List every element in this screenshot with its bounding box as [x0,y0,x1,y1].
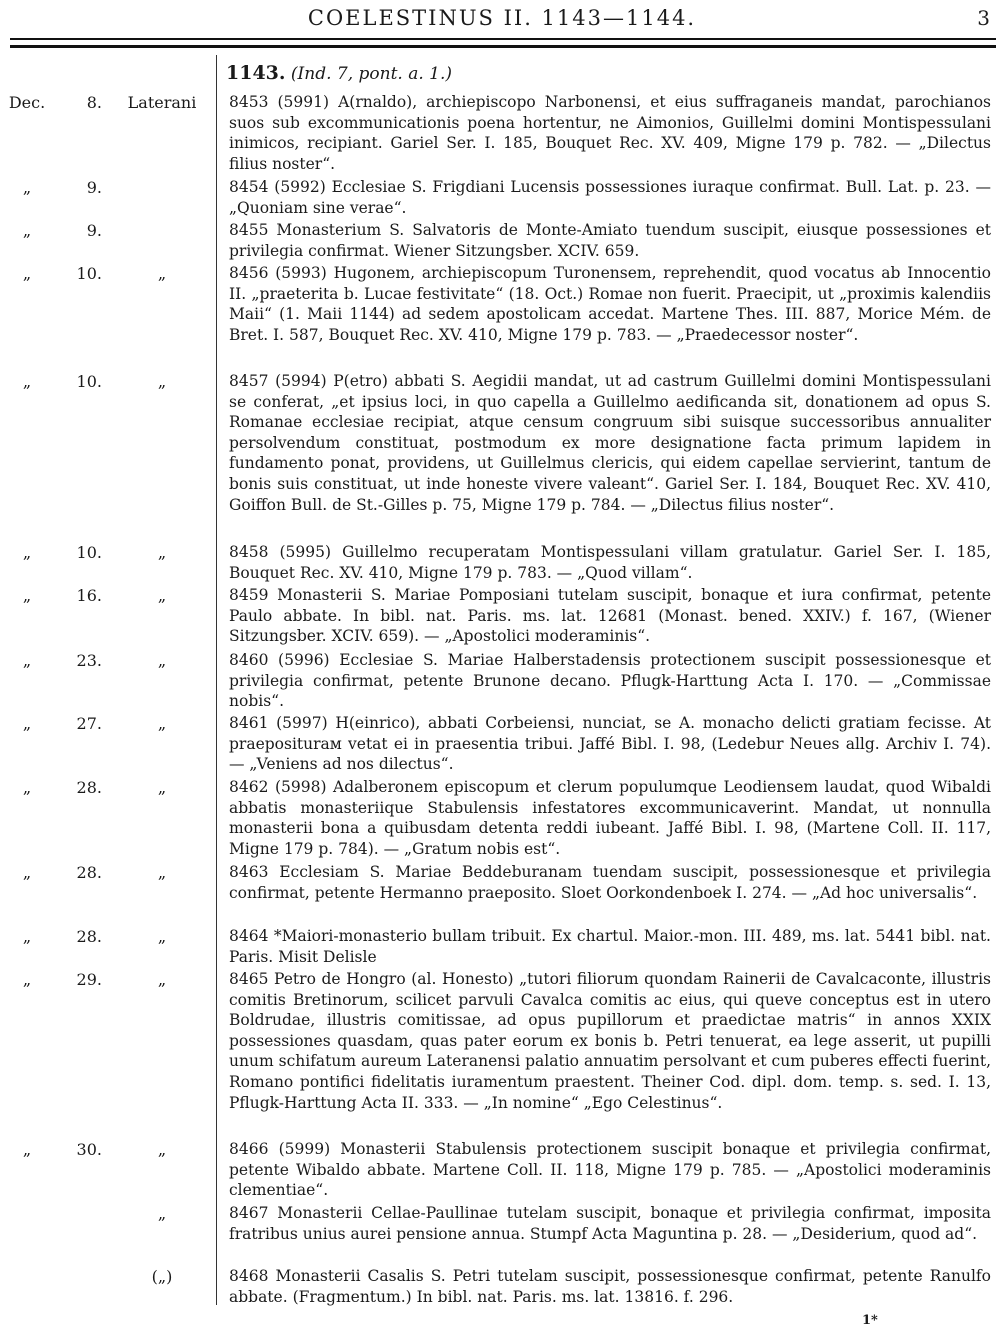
entry-text: 8454 (5992) Ecclesiae S. Frigdiani Lucensis possessiones iuraque confirmat. Bull. Lat. p. 23. — „Quoniam sine verae“. [229,178,991,217]
entry-day: 9. [86,178,102,197]
entry-text: 8460 (5996) Ecclesiae S. Mariae Halberstadensis protectionem suscipit possessionesque et privilegia confirmat, petente Brunone decano. Pflugk-Harttung Acta I. 170. — „Commissae nobis“. [229,651,991,711]
entry-place: „ [157,714,167,733]
entry-text: 8463 Ecclesiam S. Mariae Beddeburanam tuendam suscipit, possessionesque et privilegia confirmat, petente Hermanno praeposito. Sloet Oorkondenboek I. 274. — „Ad hoc universalis“. [229,863,991,902]
entry-place: „ [157,970,167,989]
entry-place: „ [157,1204,167,1223]
entry-place: „ [157,863,167,882]
entry-place: „ [157,372,167,391]
entry-text: 8457 (5994) P(etro) abbati S. Aegidii mandat, ut ad castrum Guillelmi domini Montispessulani se conferat, „et ipsius loci, in quo capella a Guillelmo aedificanda sit, donationem ad opus S. Romanae ecclesiae recipiat, atque censum congruum sibi suisque successoribus annualiter persolvendum constituat, postmodum ex more designatione facta primum lapidem in fundamento ponat, providens, ut Guillelmus clericis, qui eidem capellae servierint, tantum de bonis suis constituat, ut inde honeste vivere valeant“. Gariel Ser. I. 184, Bouquet Rec. XV. 410, Goiffon Bull. de St.-Gilles p. 75, Migne 179 p. 784. — „Dilectus filius noster“. [229,372,991,514]
year-label: 1143. [226,62,286,84]
entry-month: „ [22,264,32,283]
entry-text: 8465 Petro de Hongro (al. Honesto) „tutori filiorum quondam Rainerii de Cavalcaconte, illustris comitis Bretinorum, scilicet parvuli Cavalca comitis ac eius, qui queve conceptus est in utero Boldrudae, illustris comitissae, ad opus pupillorum et praedictae matris“ in annos XXIX possessiones quasdam, quas pater eorum ex bonis b. Petri tenuerat, ea lege asserit, ut pupilli unum schifatum aureum Lateranensi palatio annuatim persolvant et cum puberes effecti fuerint, Romano pontifici fidelitatis iuramentum praestent. Theiner Cod. dipl. dom. temp. s. sed. I. 13, Pflugk-Harttung Acta II. 333. — „In nomine“ „Ego Celestinus“. [229,970,991,1112]
running-header [0,6,1004,34]
entry-place: „ [157,264,167,283]
entry-place: „ [157,1140,167,1159]
entry-month: „ [22,970,32,989]
entry-text: 8466 (5999) Monasterii Stabulensis protectionem suscipit bonaque et privilegia confirmat, petente Wibaldo abbate. Martene Coll. II. 118, Migne 179 p. 785. — „Apostolici moderaminis clementiae“. [229,1140,991,1200]
entry-day: 10. [76,372,102,391]
entry-day: 10. [76,264,102,283]
entry-day: 23. [76,651,102,670]
entry-day: 29. [76,970,102,989]
entry-month: „ [22,543,32,562]
entry-place: Laterani [127,93,197,112]
entry-text: 8453 (5991) A(rnaldo), archiepiscopo Narbonensi, et eius suffraganeis mandat, parochianos suos sub excommunicationis poena hortentur, ne Aimonios, Guillelmi domini Montispessulani inimicos, recipiant. Gariel Ser. I. 185, Bouquet Rec. XV. 409, Migne 179 p. 782. — „Dilectus filius noster“. [229,93,991,173]
entry-month: Dec. [8,93,46,112]
entry-text: 8467 Monasterii Cellae-Paullinae tutelam suscipit, bonaque et privilegia confirmat, imposita fratribus unius aurei pensione annua. Stumpf Acta Maguntina p. 28. — „Desiderium, quod ad“. [229,1204,991,1243]
entry-day: 28. [76,927,102,946]
entry-month: „ [22,586,32,605]
page-number: 3 [977,6,990,30]
entry-place: „ [157,586,167,605]
entry-day: 28. [76,863,102,882]
header-rule-thin [10,38,996,40]
entry-text: 8455 Monasterium S. Salvatoris de Monte-Amiato tuendum suscipit, eiusque possessiones et privilegia confirmat. Wiener Sitzungsber. XCIV. 659. [229,221,991,260]
entry-month: „ [22,372,32,391]
year-heading [226,62,452,85]
header-rule-thick [10,45,996,48]
entry-text: 8462 (5998) Adalberonem episcopum et clerum populumque Leodiensem laudat, quod Wibaldi abbatis monasteriique Stabulensis infestatores excommunicaverint. Mandat, ut nonnulla monasterii bona a quibusdam detenta reddi iubeant. Jaffé Bibl. I. 98, (Martene Coll. II. 117, Migne 179 p. 784). — „Gratum nobis est“. [229,778,991,858]
entry-day: 10. [76,543,102,562]
entry-text: 8459 Monasterii S. Mariae Pomposiani tutelam suscipit, bonaque et iura confirmat, petente Paulo abbate. In bibl. nat. Paris. ms. lat. 12681 (Monast. bened. XXIV.) f. 167, (Wiener Sitzungsber. XCIV. 659). — „Apostolici moderaminis“. [229,586,991,646]
entry-month: „ [22,221,32,240]
entry-day: 28. [76,778,102,797]
indiction-label: (Ind. 7, pont. a. 1.) [290,64,453,84]
page-title: COELESTINUS II. 1143—1144. [307,6,697,30]
entry-month: „ [22,927,32,946]
signature-mark: 1* [862,1313,878,1328]
entry-text: 8461 (5997) H(einrico), abbati Corbeiensi, nunciat, se A. monacho delicti gratiam fecisse. At praepositurам vetat ei in praesentia tribui. Jaffé Bibl. I. 98, (Ledebur Neues allg. Archiv I. 74). — „Veniens ad nos dilectus“. [229,714,991,774]
entry-day: 8. [86,93,102,112]
entry-place: „ [157,651,167,670]
entry-day: 27. [76,714,102,733]
entry-place: („) [151,1267,173,1286]
entry-place: „ [157,778,167,797]
entry-month: „ [22,651,32,670]
entry-month: „ [22,863,32,882]
entry-day: 9. [86,221,102,240]
column-divider [216,55,217,1305]
entry-month: „ [22,178,32,197]
entry-day: 16. [76,586,102,605]
entry-day: 30. [76,1140,102,1159]
entry-month: „ [22,714,32,733]
entry-place: „ [157,543,167,562]
entry-place: „ [157,927,167,946]
entry-text: 8464 *Maiori-monasterio bullam tribuit. Ex chartul. Maior.-mon. III. 489, ms. lat. 5441 bibl. nat. Paris. Misit Delisle [229,927,991,966]
entry-month: „ [22,778,32,797]
entry-text: 8458 (5995) Guillelmo recuperatam Montispessulani villam gratulatur. Gariel Ser. I. 185, Bouquet Rec. XV. 410, Migne 179 p. 783. — „Quod villam“. [229,543,991,582]
entry-month: „ [22,1140,32,1159]
entry-text: 8456 (5993) Hugonem, archiepiscopum Turonensem, reprehendit, quod vocatus ab Innocentio II. „praeterita b. Lucae festivitate“ (18. Oct.) Romae non fuerit. Praecipit, ut „proximis kalendiis Maii“ (1. Maii 1144) ad sedem apostolicam accedat. Martene Thes. III. 887, Morice Mém. de Bret. I. 587, Bouquet Rec. XV. 410, Migne 179 p. 783. — „Praedecessor noster“. [229,264,991,344]
entry-text: 8468 Monasterii Casalis S. Petri tutelam suscipit, possessionesque confirmat, petente Ranulfo abbate. (Fragmentum.) In bibl. nat. Paris. ms. lat. 13816. f. 296. [229,1267,991,1306]
